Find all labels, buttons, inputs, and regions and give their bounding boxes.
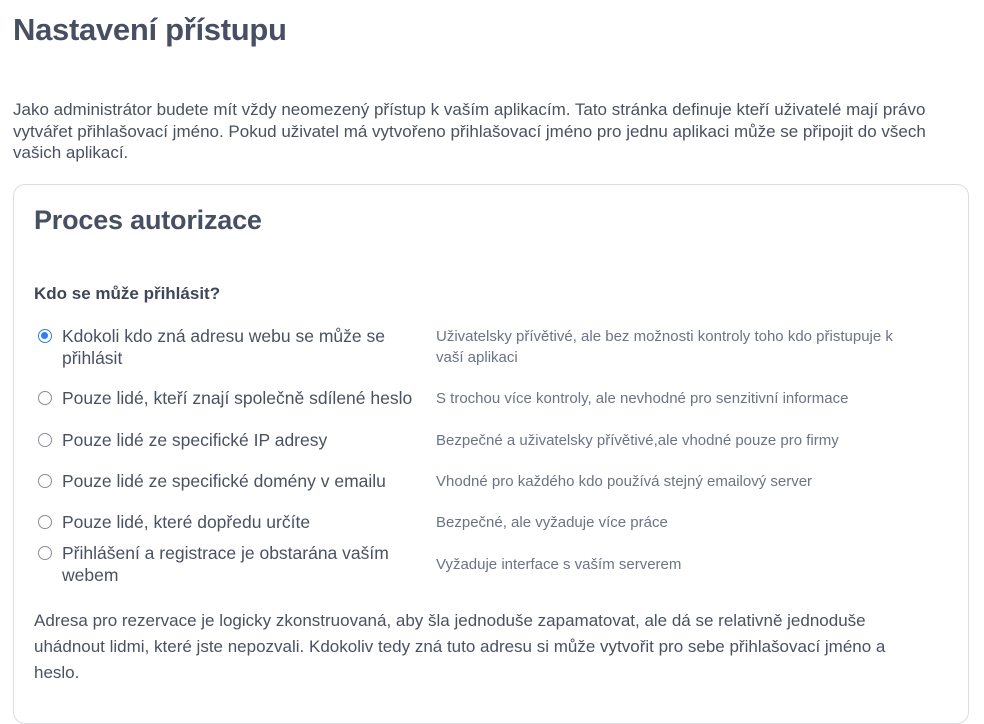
option-email-domain[interactable] [34,459,954,503]
radio-button[interactable] [38,433,52,447]
option-label: Pouze lidé, které dopředu určíte [62,512,311,532]
radio-button[interactable] [38,474,52,488]
option-anyone-with-address[interactable] [34,325,954,369]
address-note: Adresa pro rezervace je logicky zkonstruovaná, aby šla jednoduše zapamatovat, ale dá se relativně jednoduše uhádnout lidmi, které jste nepozvali. Kdokoliv tedy zná tuto adresu si může vytvořit pro sebe přihlašovací jméno a heslo. [34,611,886,682]
who-can-login-heading: Kdo se může přihlásit? [34,284,221,303]
option-description: Bezpečné a uživatelsky přívětivé,ale vhodné pouze pro firmy [436,431,839,449]
radio-button[interactable] [38,391,52,405]
option-label: Přihlášení a registrace je obstarána vaším webem [62,543,389,585]
option-description: Vhodné pro každého kdo používá stejný emailový server [436,472,813,490]
authorization-card [13,184,969,724]
option-website-handles-login[interactable] [34,542,954,586]
radio-button[interactable] [38,515,52,529]
page-title: Nastavení přístupu [13,12,287,47]
option-predefined-people[interactable] [34,511,954,533]
option-description: Bezpečné, ale vyžaduje více práce [436,513,668,531]
option-shared-password[interactable] [34,376,954,420]
option-description: Uživatelsky přívětivé, ale bez možnosti kontroly toho kdo přistupuje k vaší aplikaci [436,328,893,366]
option-label: Pouze lidé, kteří znají společně sdílené heslo [62,388,413,408]
radio-button-checked[interactable] [38,329,52,343]
intro-text: Jako administrátor budete mít vždy neomezený přístup k vaším aplikacím. Tato stránka definuje kteří uživatelé mají právo vytvářet přihlašovací jméno. Pokud uživatel má vytvořeno přihlašovací jméno pro jednu aplikaci může se připojit do všech vašich aplikací. [13,100,926,162]
option-label: Pouze lidé ze specifické IP adresy [62,430,328,450]
option-specific-ip[interactable] [34,429,954,451]
radio-button[interactable] [38,546,52,560]
card-title: Proces autorizace [34,205,262,235]
option-label: Pouze lidé ze specifické domény v emailu [62,471,386,491]
option-label: Kdokoli kdo zná adresu webu se může se přihlásit [62,326,385,368]
option-description: Vyžaduje interface s vaším serverem [436,555,682,573]
option-description: S trochou více kontroly, ale nevhodné pro senzitivní informace [436,389,849,407]
